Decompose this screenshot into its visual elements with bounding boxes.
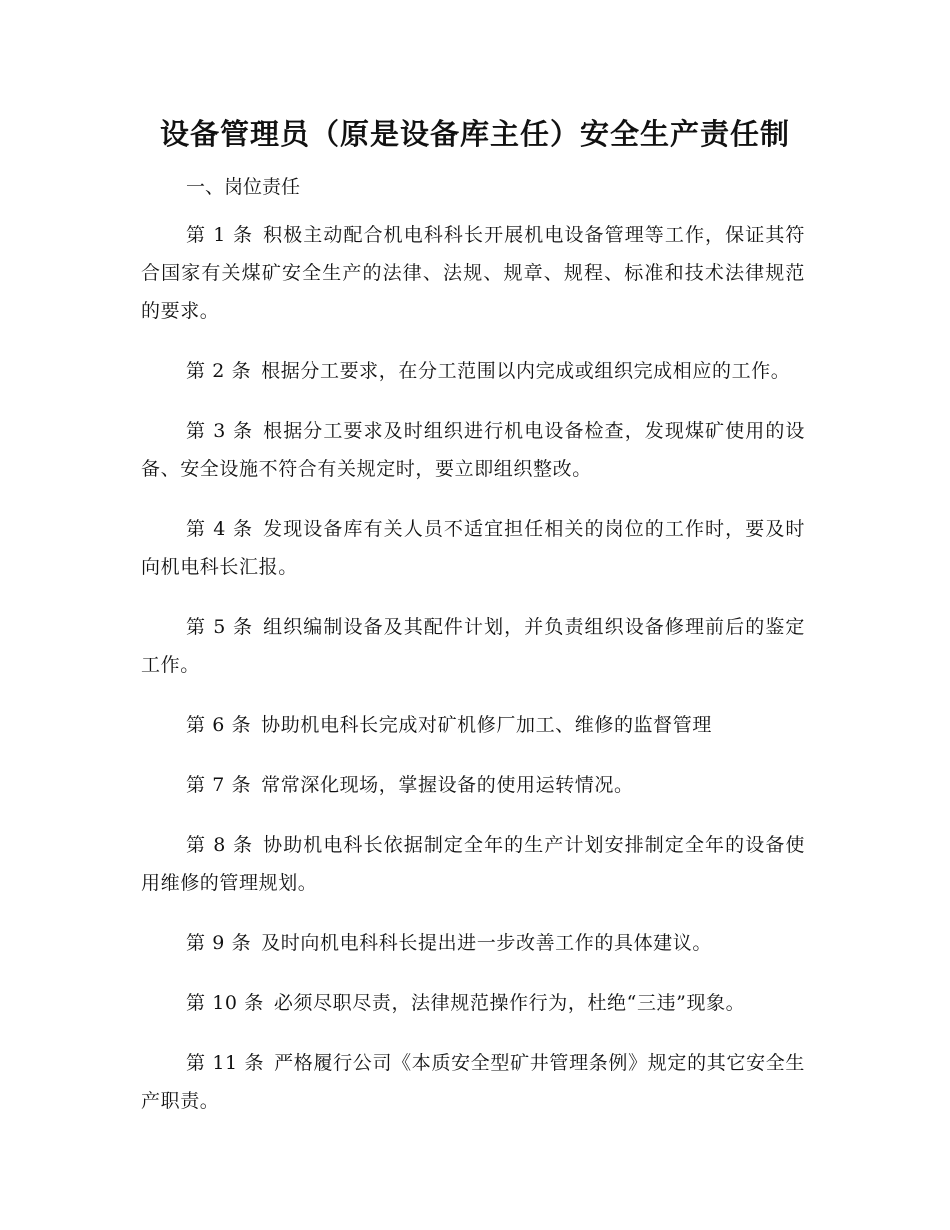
article-7 [141, 766, 805, 804]
article-5 [141, 608, 805, 684]
article-10 [141, 984, 805, 1022]
article-2 [141, 352, 805, 390]
article-8 [141, 826, 805, 902]
article-6 [141, 706, 805, 744]
article-number: 第 8 条 [186, 834, 254, 856]
article-text: 常常深化现场，掌握设备的使用运转情况。 [261, 774, 634, 796]
article-text: 必须尽职尽责，法律规范操作行为，杜绝“三违”现象。 [273, 992, 746, 1014]
article-number: 第 7 条 [186, 774, 252, 796]
article-text: 根据分工要求，在分工范围以内完成或组织完成相应的工作。 [261, 360, 791, 382]
article-number: 第 1 条 [186, 224, 254, 246]
article-text: 及时向机电科科长提出进一步改善工作的具体建议。 [261, 932, 712, 954]
article-4 [141, 510, 805, 586]
article-text: 积极主动配合机电科科长开展机电设备管理等工作，保证其符合国家有关煤矿安全生产的法律、法规、规章、规程、标准和技术法律规范的要求。 [141, 224, 806, 322]
article-text: 严格履行公司《本质安全型矿井管理条例》规定的其它安全生产职责。 [141, 1052, 806, 1112]
article-number: 第 10 条 [186, 992, 264, 1014]
article-11 [141, 1044, 805, 1120]
article-text: 发现设备库有关人员不适宜担任相关的岗位的工作时，要及时向机电科长汇报。 [141, 518, 806, 578]
article-number: 第 9 条 [186, 932, 252, 954]
article-number: 第 5 条 [186, 616, 254, 638]
article-3 [141, 412, 805, 488]
articles-list [141, 216, 805, 1142]
section-heading: 一、岗位责任 [186, 176, 301, 198]
article-number: 第 11 条 [186, 1052, 265, 1074]
document-title: 设备管理员（原是设备库主任）安全生产责任制 [159, 117, 790, 151]
article-text: 协助机电科长完成对矿机修厂加工、维修的监督管理 [261, 714, 712, 736]
article-number: 第 4 条 [186, 518, 254, 540]
article-9 [141, 924, 805, 962]
article-number: 第 6 条 [186, 714, 252, 736]
article-text: 根据分工要求及时组织进行机电设备检查，发现煤矿使用的设备、安全设施不符合有关规定时，要立即组织整改。 [141, 420, 806, 480]
article-number: 第 3 条 [186, 420, 254, 442]
article-text: 组织编制设备及其配件计划，并负责组织设备修理前后的鉴定工作。 [141, 616, 806, 676]
article-number: 第 2 条 [186, 360, 252, 382]
article-1 [141, 216, 805, 330]
article-text: 协助机电科长依据制定全年的生产计划安排制定全年的设备使用维修的管理规划。 [141, 834, 806, 894]
